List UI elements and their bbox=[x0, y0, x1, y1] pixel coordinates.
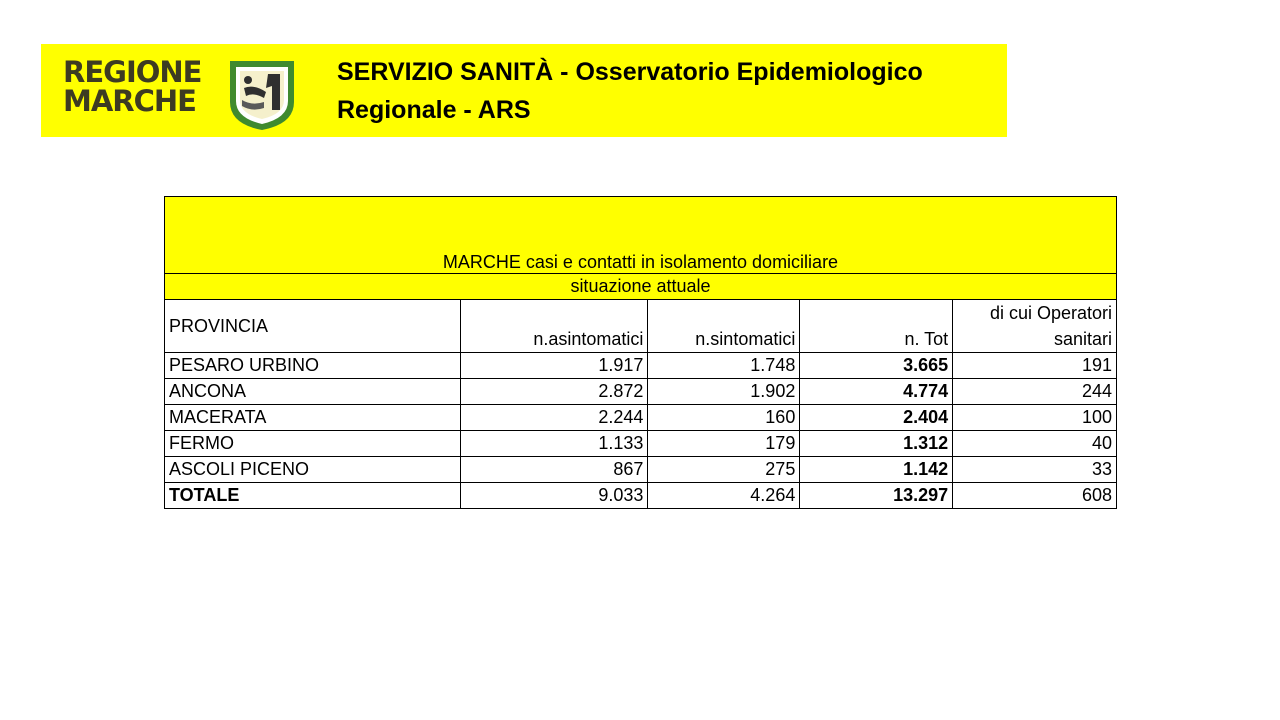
column-header-operatori: di cui Operatori sanitari bbox=[953, 300, 1117, 353]
cell-asintomatici: 2.872 bbox=[460, 379, 648, 405]
logo-wordmark bbox=[63, 55, 202, 118]
table-subtitle-row bbox=[165, 274, 1117, 300]
cell-asintomatici: 1.917 bbox=[460, 353, 648, 379]
cell-operatori: 191 bbox=[953, 353, 1117, 379]
table-row bbox=[165, 353, 1117, 379]
cell-provincia: ANCONA bbox=[165, 379, 461, 405]
column-header-tot: n. Tot bbox=[800, 300, 953, 353]
logo-line-1: REGIONE bbox=[63, 55, 202, 89]
cell-operatori: 40 bbox=[953, 431, 1117, 457]
cell-tot: 4.774 bbox=[800, 379, 953, 405]
table-row bbox=[165, 379, 1117, 405]
cell-operatori: 100 bbox=[953, 405, 1117, 431]
cell-sintomatici: 179 bbox=[648, 431, 800, 457]
cell-total-sintomatici: 4.264 bbox=[648, 483, 800, 509]
cell-provincia: ASCOLI PICENO bbox=[165, 457, 461, 483]
table-total-row bbox=[165, 483, 1117, 509]
cell-sintomatici: 1.748 bbox=[648, 353, 800, 379]
cell-total-asintomatici: 9.033 bbox=[460, 483, 648, 509]
cell-operatori: 244 bbox=[953, 379, 1117, 405]
cell-tot: 3.665 bbox=[800, 353, 953, 379]
cell-provincia: MACERATA bbox=[165, 405, 461, 431]
cell-asintomatici: 2.244 bbox=[460, 405, 648, 431]
cell-sintomatici: 160 bbox=[648, 405, 800, 431]
cell-tot: 1.312 bbox=[800, 431, 953, 457]
table-row bbox=[165, 405, 1117, 431]
column-header-provincia: PROVINCIA bbox=[165, 300, 461, 353]
cell-total-tot: 13.297 bbox=[800, 483, 953, 509]
cell-asintomatici: 1.133 bbox=[460, 431, 648, 457]
table-row bbox=[165, 457, 1117, 483]
cell-tot: 1.142 bbox=[800, 457, 953, 483]
logo-line-2: MARCHE bbox=[63, 84, 196, 118]
cell-total-operatori: 608 bbox=[953, 483, 1117, 509]
cell-sintomatici: 275 bbox=[648, 457, 800, 483]
cell-provincia: PESARO URBINO bbox=[165, 353, 461, 379]
cell-provincia: FERMO bbox=[165, 431, 461, 457]
cell-tot: 2.404 bbox=[800, 405, 953, 431]
column-header-asintomatici: n.asintomatici bbox=[460, 300, 648, 353]
cell-asintomatici: 867 bbox=[460, 457, 648, 483]
regione-marche-emblem-icon bbox=[226, 58, 298, 132]
table-title-row bbox=[165, 197, 1117, 274]
cell-sintomatici: 1.902 bbox=[648, 379, 800, 405]
table-title: MARCHE casi e contatti in isolamento domiciliare bbox=[165, 197, 1117, 274]
isolation-table bbox=[164, 196, 1117, 509]
page-title: SERVIZIO SANITÀ - Osservatorio Epidemiologico Regionale - ARS bbox=[337, 58, 923, 124]
table-row bbox=[165, 431, 1117, 457]
cell-total-label: TOTALE bbox=[165, 483, 461, 509]
table-header-row bbox=[165, 300, 1117, 353]
column-header-sintomatici: n.sintomatici bbox=[648, 300, 800, 353]
table-subtitle: situazione attuale bbox=[165, 274, 1117, 300]
cell-operatori: 33 bbox=[953, 457, 1117, 483]
header-banner bbox=[41, 44, 1007, 137]
